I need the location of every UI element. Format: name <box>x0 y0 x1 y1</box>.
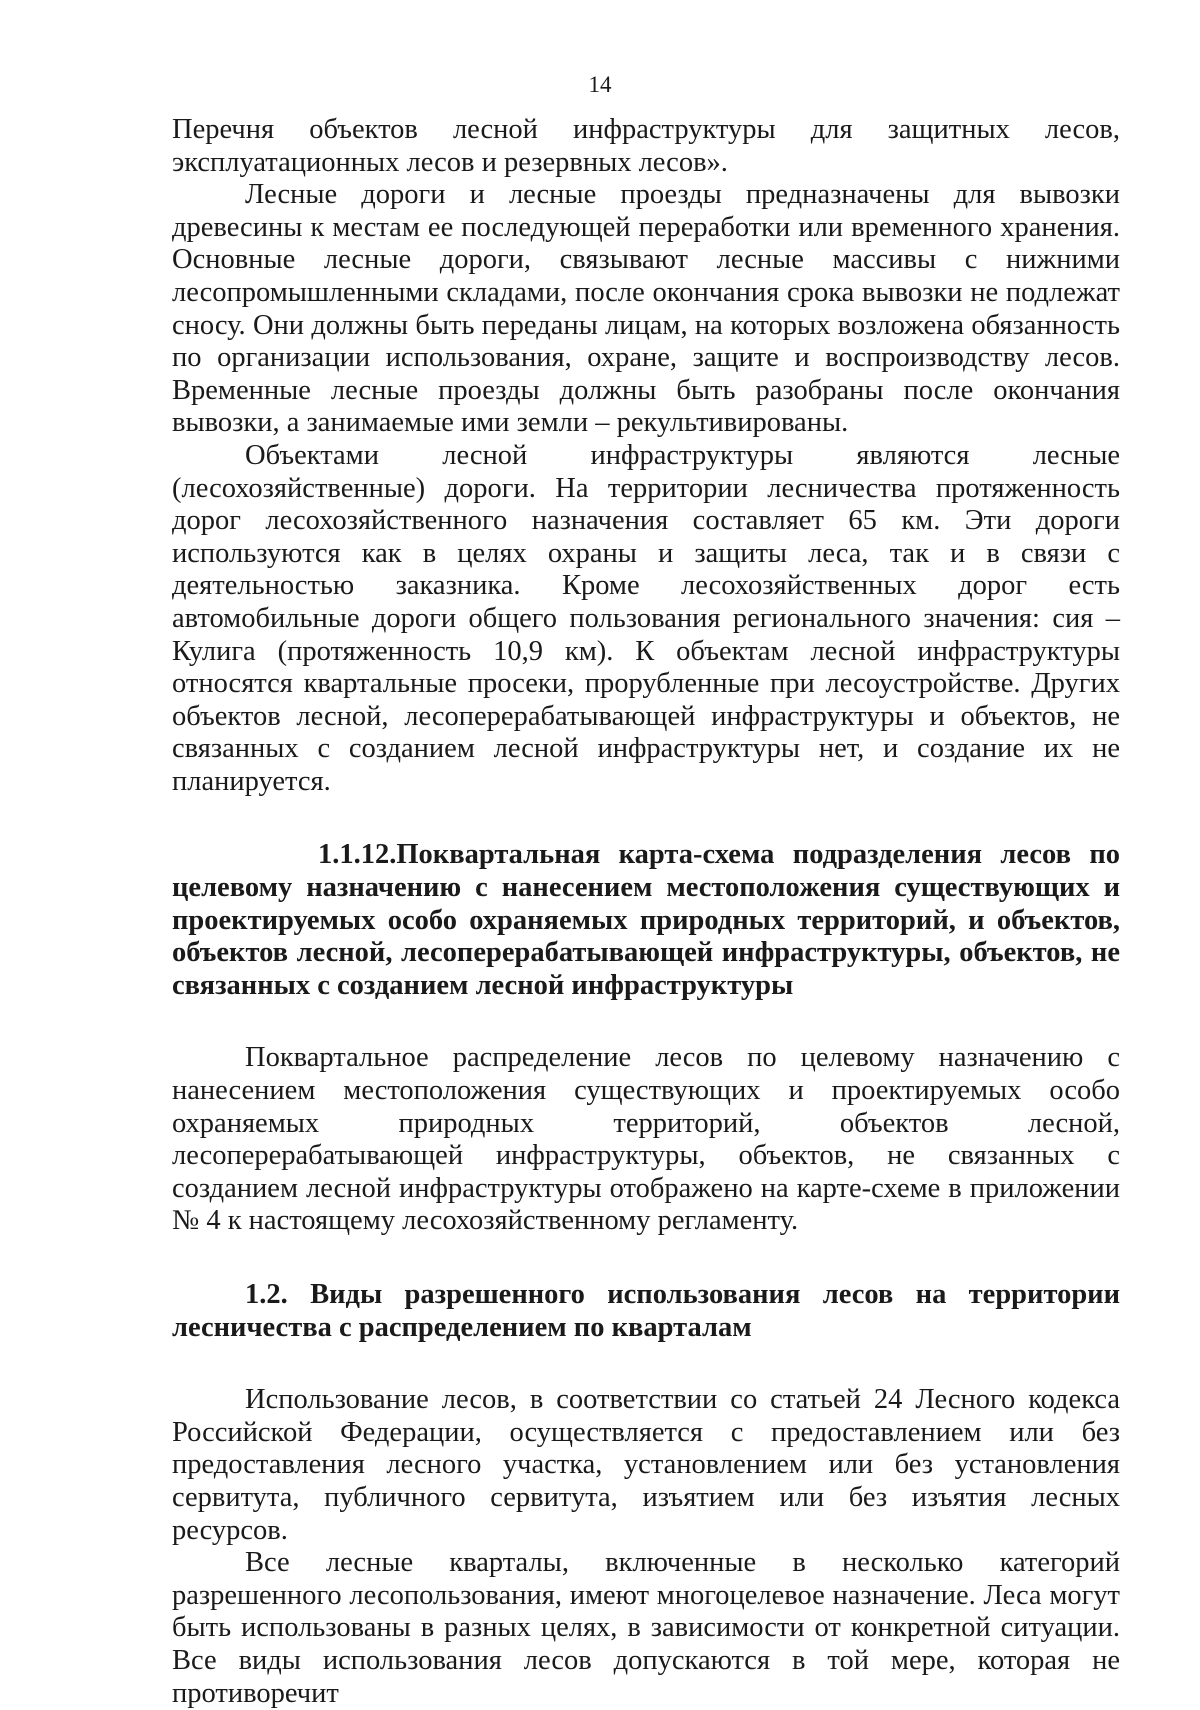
section-title: Поквартальная карта-схема подразделения лесов по целевому назначению с нанесением местоположения существующих и проектируемых особо охраняемых природных территорий, и объектов, объектов лесной, лесоперерабатывающей инфраструктуры, объектов, не связанных с созданием лесной инфраструктуры <box>172 839 1120 1001</box>
paragraph-infrastructure-objects: Объектами лесной инфраструктуры являются лесные (лесохозяйственные) дороги. На территории лесничества протяженность дорог лесохозяйственного назначения составляет 65 км. Эти дороги используются как в целях охраны и защиты леса, так и в связи с деятельностью заказника. Кроме лесохозяйственных дорог есть автомобильные дороги общего пользования регионального значения: сия – Кулига (протяженность 10,9 км). К объектам лесной инфраструктуры относятся квартальные просеки, прорубленные при лесоустройстве. Других объектов лесной, лесоперерабатывающей инфраструктуры и объектов, не связанных с созданием лесной инфраструктуры нет, и создание их не планируется. <box>172 439 1120 797</box>
section-heading-1-2 <box>172 1279 1120 1344</box>
section-number: 1.1.12. <box>318 839 397 871</box>
document-body <box>172 114 1120 1710</box>
section-heading-1-1-12 <box>172 839 1120 1002</box>
paragraph-forest-use: Использование лесов, в соответствии со статьей 24 Лесного кодекса Российской Федерации, осуществляется с предоставлением или без предоставления лесного участка, установлением или без установления сервитута, публичного сервитута, изъятием или без изъятия лесных ресурсов. <box>172 1384 1120 1546</box>
paragraph-multipurpose: Все лесные кварталы, включенные в несколько категорий разрешенного лесопользования, имеют многоцелевое назначение. Леса могут быть использованы в разных целях, в зависимости от конкретной ситуации. Все виды использования лесов допускаются в той мере, которая не противоречит <box>172 1547 1120 1709</box>
section-title: Виды разрешенного использования лесов на территории лесничества с распределением по кварталам <box>172 1279 1121 1343</box>
section-number: 1.2. <box>245 1279 288 1310</box>
paragraph-continuation: Перечня объектов лесной инфраструктуры для защитных лесов, эксплуатационных лесов и резервных лесов». <box>172 114 1120 178</box>
page-number: 14 <box>588 72 612 97</box>
paragraph-quarter-distribution: Поквартальное распределение лесов по целевому назначению с нанесением местоположения существующих и проектируемых особо охраняемых природных территорий, объектов лесной, лесоперерабатывающей инфраструктуры, объектов, не связанных с созданием лесной инфраструктуры отображено на карте-схеме в приложении № 4 к настоящему лесохозяйственному регламенту. <box>172 1042 1120 1237</box>
paragraph-forest-roads: Лесные дороги и лесные проезды предназначены для вывозки древесины к местам ее последующей переработки или временного хранения. Основные лесные дороги, связывают лесные массивы с нижними лесопромышленными складами, после окончания срока вывозки не подлежат сносу. Они должны быть переданы лицам, на которых возложена обязанность по организации использования, охране, защите и воспроизводству лесов. Временные лесные проезды должны быть разобраны после окончания вывозки, а занимаемые ими земли – рекультивированы. <box>172 179 1120 439</box>
